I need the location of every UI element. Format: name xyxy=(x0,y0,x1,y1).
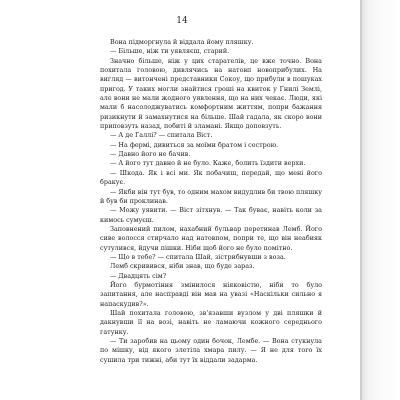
paragraph: Значно більше, ніж у цих старателів, це вже точно. Вона похитала головою, дивлячись на натовп новоприбулих. На вигляд — витончені представники Сокоу, що прибули в пошуках пригод. У таких могли знайтися гроші на квиток у Гнилі Землі, але вони не мали жодного уявлення, що на них чекає. Люди, які мали б насолоджуватись комфортним життям, попри бажання ризикнути й замахнутися на більше. Шай гадала, як скоро вони приповзуть назад, побиті й зламані. Якщо доповзуть. xyxy=(100,56,322,131)
paragraph: — Якби він тут був, то одним махом видудлив би твою пляшку й був би проклинав. xyxy=(100,187,322,205)
paragraph: Шай похитала головою, зв'язавши вузлом у дві пляшки й дакнувши її на возі, навіть не ламаючи кожного середнього гатунку. xyxy=(100,308,322,336)
paragraph: — Що в тебе? — спитала Шай, зістрибнувши з воза. xyxy=(110,252,286,261)
paragraph: — Давно його не бачив. xyxy=(110,150,191,159)
paragraph: — Більше, ніж ти уявляєш, старий. xyxy=(110,47,230,56)
paragraph: — Шкода. Як і всі ми. Як побачиш, передай, що мені його бракує. xyxy=(100,168,322,187)
paragraph: — На фермі, дивиться за моїми братом і сестрою. xyxy=(110,140,279,149)
paragraph: — Ти заробив на цьому один бочок, Лембе. — Вона стукнула по мішку, від якого злетіла хмара пилу. — Я не для того їх сушила три тижні, аби тут їх віддали задарма. xyxy=(100,337,322,364)
paragraph: — А де Галлі? — спитала Віст. xyxy=(110,131,213,140)
paragraph: — Можу уявити. — Віст зітхнув. — Так буває, навіть коли за кимось сумуєш. xyxy=(100,206,322,224)
paragraph: — Двадцять сім? xyxy=(110,271,167,280)
page-shadow xyxy=(362,0,400,400)
paragraph: — А його тут давно й не було. Каже, болить їздити верхи. xyxy=(110,159,306,168)
paragraph: Його бурмотіння змінилося ніяковістю, ніби то було запитання, але насправді він мав на увазі «Наскільки сильно я напаскудив?». xyxy=(100,280,322,308)
page-text xyxy=(100,38,322,365)
paragraph: Вона підморгнула й віддала йому пляшку. xyxy=(110,38,254,46)
paragraph: Лемб скривився, ніби знав, що буде зараз. xyxy=(110,262,255,271)
page-number: 14 xyxy=(176,16,188,26)
paragraph: Заповнений пилом, нахабний бульвар перетинав Лемб. Його сиве волосся стирчало над натовпом, попри те, що він неабияк сутулився, йдучи пішки. Ніби щоб його не було помітно. xyxy=(100,224,322,252)
